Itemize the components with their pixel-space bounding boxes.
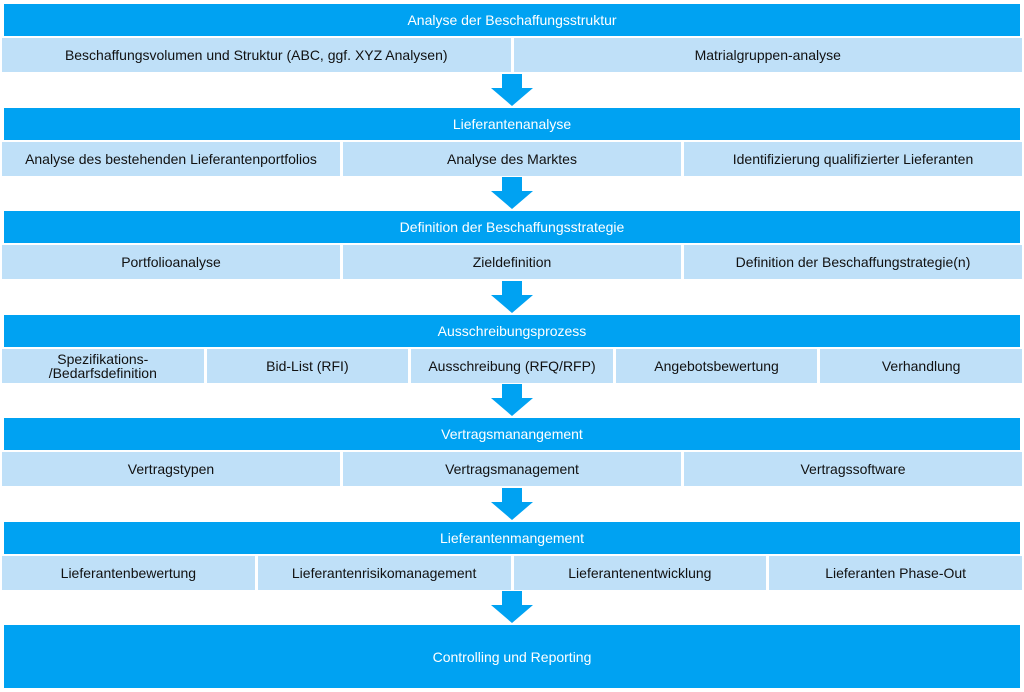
stage-item [2,142,340,176]
process-stage [4,418,1020,486]
stage-item [343,142,681,176]
stage-item [514,556,767,590]
stage-items [2,245,1022,279]
stage-item-label: Lieferantenrisikomanagement [291,564,477,581]
stage-item-label: Beschaffungsvolumen und Struktur (ABC, ggf. XYZ Analysen) [64,47,448,63]
stage-item-label: Verhandlung [881,357,961,374]
stage-item [820,349,1022,383]
stage-item-label: Matrialgruppen-analyse [694,47,841,63]
stage-title: Definition der Beschaffungsstrategie [4,211,1020,243]
stage-item-label: Vertragssoftware [800,461,906,477]
down-arrow-icon [4,176,1020,212]
stage-item-label: Vertragsmanagement [445,461,579,477]
stage-item-label: Analyse des Marktes [447,150,577,167]
stage-item-label: Bid-List (RFI) [266,357,349,374]
stage-item-label: Analyse des bestehenden Lieferantenportfolios [25,150,317,167]
stage-item [207,349,409,383]
down-arrow-icon [4,72,1020,108]
down-arrow-icon [4,279,1020,315]
stage-item-label: Ausschreibung (RFQ/RFP) [428,357,596,374]
stage-item [2,452,340,486]
stage-title: Lieferantenanalyse [4,108,1020,140]
stage-title: Vertragsmanangement [4,418,1020,450]
process-stage [4,211,1020,279]
process-stage [4,315,1020,383]
stage-title: Lieferantenmangement [4,522,1020,554]
stage-items [2,38,1022,72]
final-stage-controlling-reporting: Controlling und Reporting [4,625,1020,688]
stage-item-label: Definition der Beschaffungstrategie(n) [735,254,971,270]
stage-item [684,142,1022,176]
process-stage [4,108,1020,176]
down-arrow-icon [4,383,1020,419]
stage-item [2,349,204,383]
stage-item-label: Zieldefinition [472,254,552,270]
process-stage [4,4,1020,72]
stage-items [2,349,1022,383]
process-stage [4,522,1020,590]
stage-item [684,245,1022,279]
down-arrow-icon [4,590,1020,626]
stage-item [514,38,1023,72]
stage-item [343,245,681,279]
stage-item-label: Lieferantenentwicklung [568,564,712,581]
stage-item [2,245,340,279]
stage-item-label: Portfolioanalyse [121,254,221,270]
stage-item-label: Vertragstypen [127,461,215,477]
stage-item [258,556,511,590]
stage-title: Ausschreibungsprozess [4,315,1020,347]
stage-item [616,349,818,383]
stage-item [684,452,1022,486]
down-arrow-icon [4,486,1020,522]
stage-title: Analyse der Beschaffungsstruktur [4,4,1020,36]
procurement-process-diagram [4,4,1020,688]
stage-item [2,38,511,72]
stage-item [769,556,1022,590]
stage-item [343,452,681,486]
stage-item-label: Angebotsbewertung [654,357,779,374]
stage-item-label: Lieferantenbewertung [60,564,197,581]
stage-item-label: Identifizierung qualifizierter Lieferanten [732,150,974,167]
stage-items [2,556,1022,590]
stage-item-label: Spezifikations- /Bedarfsdefinition [48,350,157,381]
stage-item-label: Lieferanten Phase-Out [825,564,967,581]
stage-item [411,349,613,383]
stage-items [2,452,1022,486]
stage-items [2,142,1022,176]
stage-item [2,556,255,590]
